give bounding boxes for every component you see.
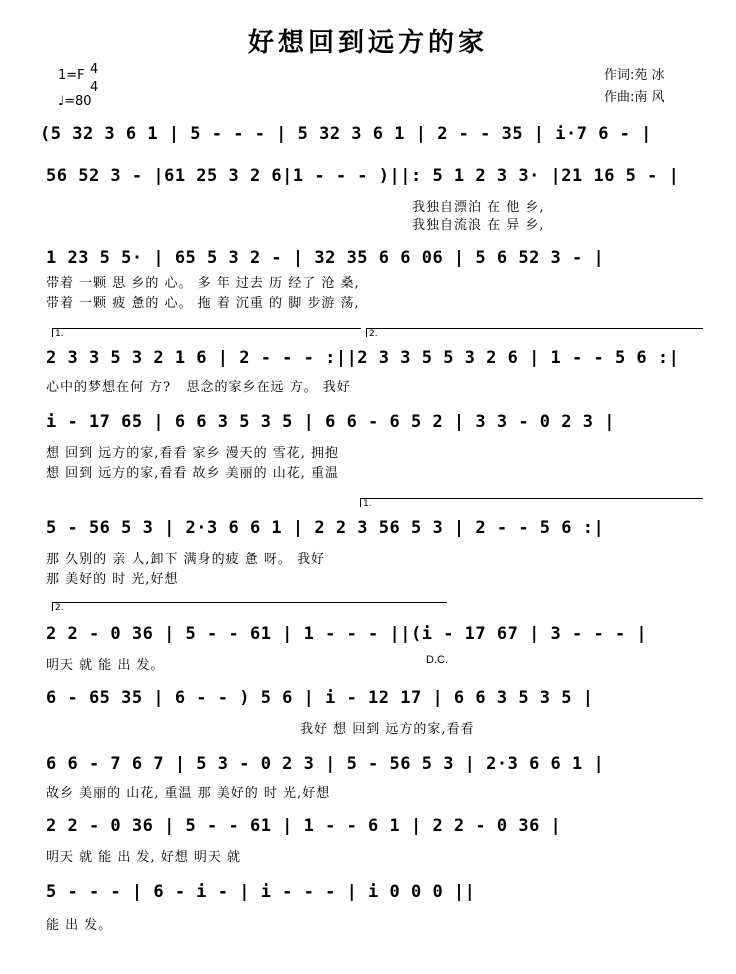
lyric-line: 心中的梦想在何 方? 思念的家乡在远 方。 我好 (46, 380, 351, 395)
notation-line: 2 2 - 0 36 | 5 - - 61 | 1 - - 6 1 | 2 2 - 0 36 | (46, 816, 562, 836)
notation-line: 5 - 56 5 3 | 2·3 6 6 1 | 2 2 3 56 5 3 | 2 - - 5 6 :| (46, 518, 605, 538)
notation-line: 1 23 5 5· | 65 5 3 2 - | 32 35 6 6 06 | 5 6 52 3 - | (46, 248, 605, 268)
notation-line: 2 3 3 5 3 2 1 6 | 2 - - - :||2 3 3 5 5 3 2 6 | 1 - - 5 6 :| (46, 348, 680, 368)
notation-line: i - 17 65 | 6 6 3 5 3 5 | 6 6 - 6 5 2 | 3 3 - 0 2 3 | (46, 412, 615, 432)
lyric-verse-1: 带着 一颗 思 乡的 心。 多 年 过去 历 经了 沧 桑, (46, 276, 360, 291)
notation-line: 5 - - - | 6 - i - | i - - - | i 0 0 0 || (46, 882, 476, 902)
lyric-line: 能 出 发。 (46, 918, 113, 933)
score-row (0, 494, 736, 590)
notation-line: 56 52 3 - |61 25 3 2 6|1 - - - )||: 5 1 2 3 3· |21 16 5 - | (46, 166, 680, 186)
volta-bracket-first: 1. (52, 328, 361, 337)
notation-line: 6 6 - 7 6 7 | 5 3 - 0 2 3 | 5 - 56 5 3 | 2·3 6 6 1 | (46, 754, 605, 774)
notation-line: 6 - 65 35 | 6 - - ) 5 6 | i - 12 17 | 6 6 3 5 3 5 | (46, 688, 594, 708)
lyric-verse-1: 想 回到 远方的家,看看 家乡 漫天的 雪花, 拥抱 (46, 446, 340, 461)
lyric-verse-2: 想 回到 远方的家,看看 故乡 美丽的 山花, 重温 (46, 466, 340, 481)
lyric-line: 明天 就 能 出 发。 (46, 658, 165, 673)
score-row (0, 598, 736, 694)
lyric-line: 明天 就 能 出 发, 好想 明天 就 (46, 850, 242, 865)
volta-bracket-second: 2. (366, 328, 703, 337)
lyric-verse-1: 那 久别的 亲 人,卸下 满身的疲 惫 呀。 我好 (46, 552, 326, 567)
tempo-value: =80 (64, 94, 92, 109)
score-row (0, 322, 736, 418)
lyric-line: 我好 想 回到 远方的家,看看 (300, 722, 475, 737)
tempo-marking (58, 92, 92, 112)
time-signature-top: 4 (90, 62, 99, 77)
lyric-verse-2: 带着 一颗 疲 惫的 心。 拖 着 沉重 的 脚 步游 荡, (46, 296, 360, 311)
composer-credit: 作曲:南 风 (604, 90, 665, 105)
lyricist-credit: 作词:苑 冰 (604, 68, 665, 83)
lyric-verse-2: 那 美好的 时 光,好想 (46, 572, 179, 587)
lyric-verse-1: 我独自漂泊 在 他 乡, (412, 200, 545, 215)
song-title: 好想回到远方的家 (247, 28, 488, 58)
time-signature-bottom: 4 (90, 80, 99, 95)
da-capo-marking: D.C. (426, 654, 448, 666)
lyric-line: 故乡 美丽的 山花, 重温 那 美好的 时 光,好想 (46, 786, 331, 801)
volta-bracket-first: 1. (360, 498, 703, 507)
notation-line: (5 32 3 6 1 | 5 - - - | 5 32 3 6 1 | 2 - - 35 | i·7 6 - | (40, 124, 652, 144)
score-row (0, 878, 736, 974)
key-signature: 1=F (58, 68, 85, 83)
volta-bracket-second: 2. (52, 602, 447, 611)
notation-line: 2 2 - 0 36 | 5 - - 61 | 1 - - - ||(i - 17 67 | 3 - - - | (46, 624, 648, 644)
score-row (0, 410, 736, 506)
lyric-verse-2: 我独自流浪 在 异 乡, (412, 218, 545, 233)
quarter-note-icon: ♩ (58, 94, 65, 109)
